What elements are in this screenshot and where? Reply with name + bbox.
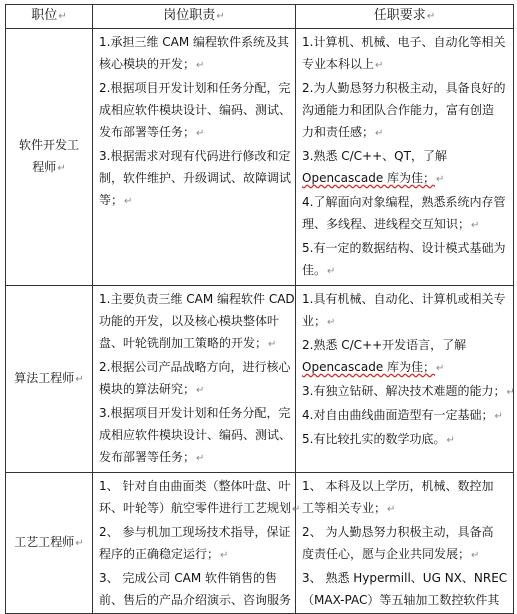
position-cell: 算法工程师↵ xyxy=(6,286,93,473)
table-row xyxy=(6,473,514,614)
header-position: 职位↵ xyxy=(6,5,93,29)
table-row xyxy=(6,286,514,473)
position-cell: 工艺工程师↵ xyxy=(6,473,93,614)
duties-cell: 1、 针对自由曲面类（整体叶盘、叶 环、叶轮等）航空零件进行工艺规划↵ 2、 参与机加工现场技术指导，保证 程序的正确稳定运行；↵ 3、 完成公司 CAM 软件销售的售 前、售后的产品介绍演示、咨询服务 xyxy=(93,473,296,614)
requirements-cell: 1、 本科及以上学历，机械、数控加 工等相关专业；↵ 2、 为人勤恳努力积极主动，具备高 度责任心，愿与企业共同发展；↵ 3、 熟悉 Hypermill、UG NX、NREC （MAX-PAC）等五轴加工数控软件其 xyxy=(296,473,514,614)
requirements-cell: 1.具有机械、自动化、计算机或相关专 业；↵ 2.熟悉 C/C++开发语言，了解 Opencascade 库为佳；↵ 3.有独立钻研、解决技术难题的能力；↵ 4.对自由曲线曲面造型有一定基础；↵ 5.有比较扎实的数学功底。↵ xyxy=(296,286,514,473)
duties-cell: 1.主要负责三维 CAM 编程软件 CAD 功能的开发，以及核心模块整体叶 盘、叶轮铣削加工策略的开发；↵ 2.根据公司产品战略方向，进行核心 模块的算法研究；↵ 3.根据项目开发计划和任务分配，完 成相应软件模块设计、编码、测试、 发布部署等任务；↵ xyxy=(93,286,296,473)
header-requirements: 任职要求↵ xyxy=(296,5,514,29)
header-duties: 岗位职责↵ xyxy=(93,5,296,29)
position-cell: 软件开发工 程师↵ xyxy=(6,29,93,286)
requirements-cell: 1.计算机、机械、电子、自动化等相关 专业本科以上↵ 2.为人勤恳努力积极主动，具备良好的 沟通能力和团队合作能力，富有创造 力和责任感；↵ 3.熟悉 C/C++、QT，了解 Opencascade 库为佳；↵ 4.了解面向对象编程，熟悉系统内存管 理、多线程、进线程交互知识；↵ 5.有一定的数据结构、设计模式基础为 佳。↵ xyxy=(296,29,514,286)
job-table xyxy=(5,4,514,614)
header-row xyxy=(6,5,514,29)
job-table-container xyxy=(5,4,513,614)
duties-cell: 1.承担三维 CAM 编程软件系统及其 核心模块的开发；↵ 2.根据项目开发计划和任务分配，完 成相应软件模块设计、编码、测试、 发布部署等任务；↵ 3.根据需求对现有代码进行修改和定 制，软件维护、升级调试、故障调试 等；↵ xyxy=(93,29,296,286)
table-row xyxy=(6,29,514,286)
